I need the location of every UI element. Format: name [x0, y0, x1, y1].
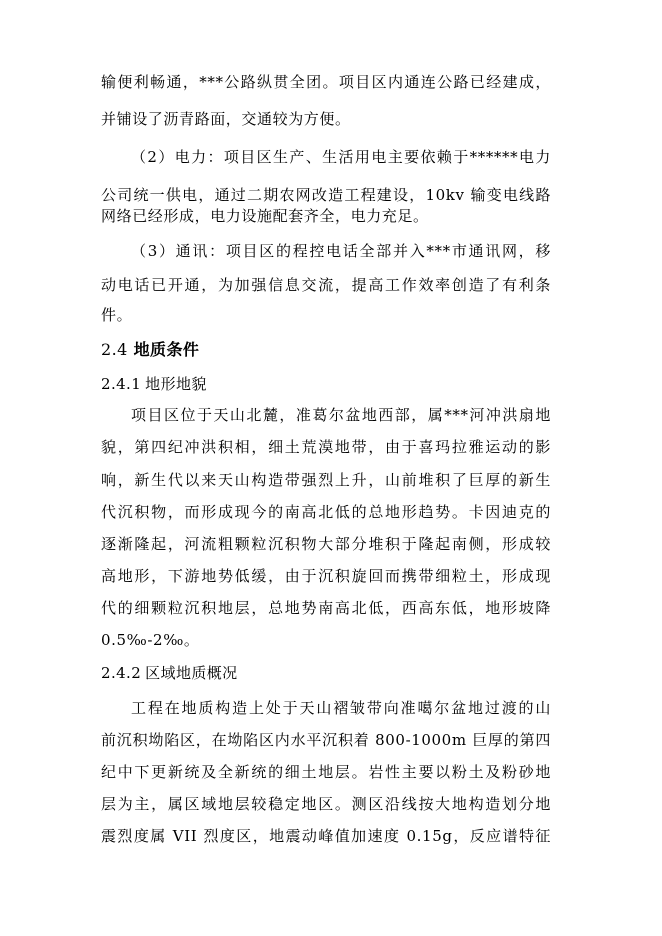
subsection-heading [101, 374, 207, 394]
paragraph-line: 项目区位于天山北麓，准葛尔盆地西部，属***河冲洪扇地 [131, 406, 551, 424]
paragraph-line: 工程在地质构造上处于天山褶皱带向准噶尔盆地过渡的山 [131, 699, 551, 717]
paragraph-line: 响，新生代以来天山构造带强烈上升，山前堆积了巨厚的新生 [101, 471, 551, 489]
paragraph-line: 高地形，下游地势低缓，由于沉积旋回而携带细粒土，形成现 [101, 567, 551, 585]
paragraph-line: 并铺设了沥青路面，交通较为方便。 [101, 110, 351, 128]
paragraph-line: 逐渐隆起，河流粗颗粒沉积物大部分堆积于隆起南侧，形成较 [101, 535, 551, 553]
paragraph-line: 公司统一供电，通过二期农网改造工程建设，10kv 输变电线路 [101, 186, 551, 204]
subsection-number: 2.4.1 [101, 375, 142, 393]
section-title: 地质条件 [133, 340, 200, 359]
paragraph-line: 前沉积坳陷区，在坳陷区内水平沉积着 800-1000m 巨厚的第四 [101, 731, 551, 749]
subsection-title: 地形地貌 [145, 375, 207, 393]
paragraph-line: 代的细颗粒沉积地层，总地势南高北低，西高东低，地形坡降 [101, 599, 551, 617]
subsection-title: 区域地质概况 [145, 664, 238, 682]
paragraph-line: 网络已经形成，电力设施配套齐全，电力充足。 [101, 207, 429, 225]
paragraph-line: 震烈度属 VII 烈度区，地震动峰值加速度 0.15g，反应谱特征 [101, 827, 551, 845]
subsection-number: 2.4.2 [101, 664, 142, 682]
paragraph-line: 0.5‰-2‰。 [101, 631, 200, 649]
paragraph-line: 件。 [101, 306, 133, 324]
paragraph-line: 代沉积物，而形成现今的南高北低的总地形趋势。卡因迪克的 [101, 503, 551, 521]
paragraph-line: 动电话已开通，为加强信息交流，提高工作效率创造了有利条 [101, 276, 551, 294]
section-number: 2.4 [101, 340, 128, 359]
subsection-heading [101, 663, 238, 683]
paragraph-line: 输便利畅通，***公路纵贯全团。项目区内通连公路已经建成， [101, 73, 551, 91]
paragraph-line: 层为主，属区域地层较稳定地区。测区沿线按大地构造划分地 [101, 795, 551, 813]
paragraph-line: （3）通讯：项目区的程控电话全部并入***市通讯网，移 [131, 242, 551, 260]
paragraph-line: 貌，第四纪冲洪积相，细土荒漠地带，由于喜玛拉雅运动的影 [101, 438, 551, 456]
paragraph-line: 纪中下更新统及全新统的细土地层。岩性主要以粉土及粉砂地 [101, 763, 551, 781]
section-heading [101, 339, 199, 361]
paragraph-line: （2）电力：项目区生产、生活用电主要依赖于******电力 [131, 148, 551, 166]
